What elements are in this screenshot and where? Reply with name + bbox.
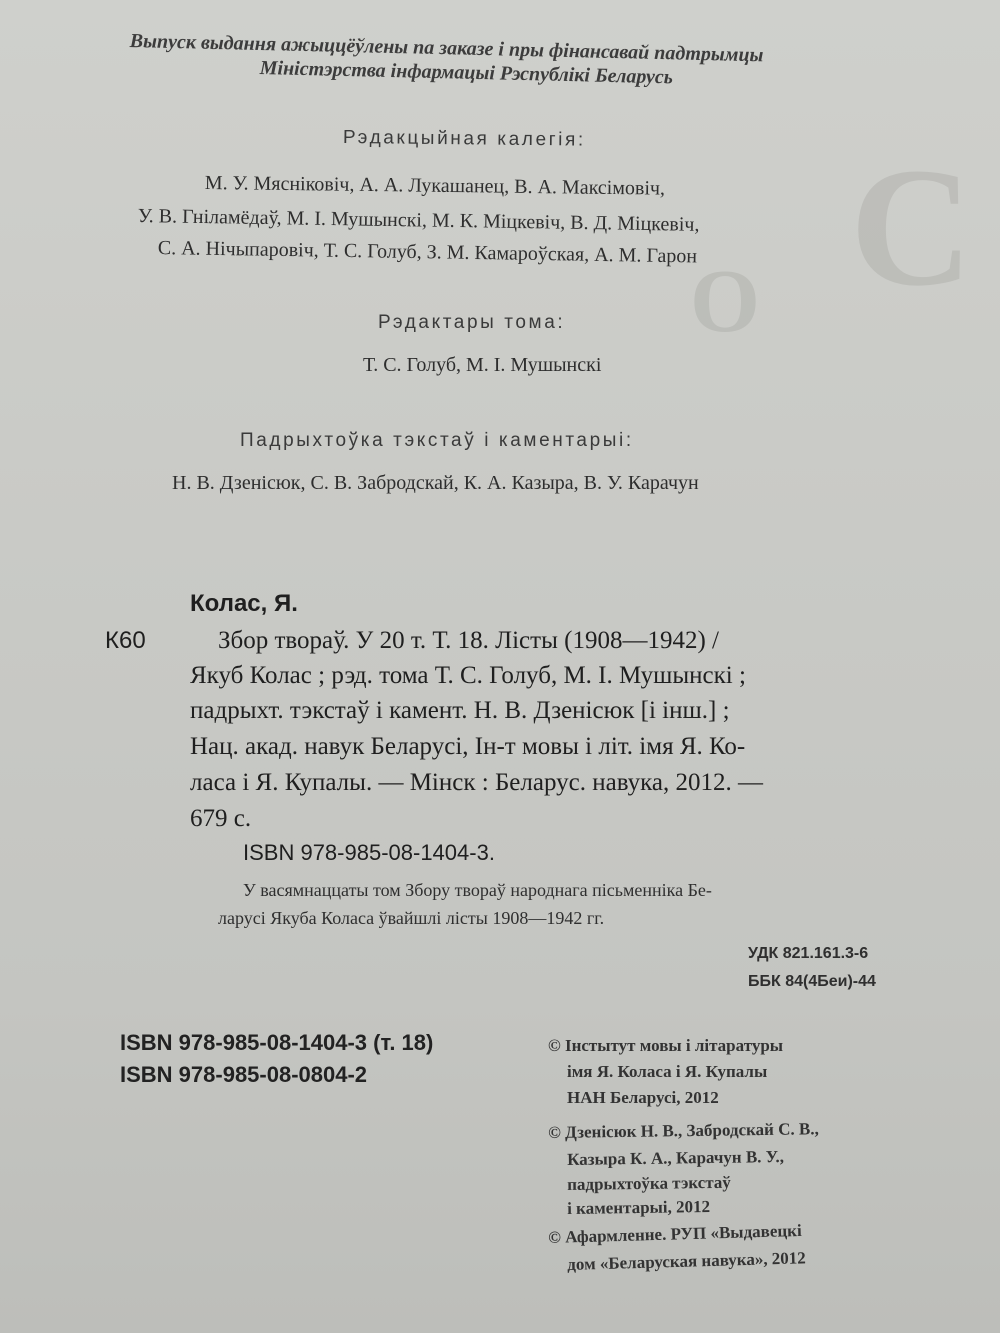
copyright-1: © Інстытут мовы і літаратуры <box>548 1036 784 1055</box>
preparation-heading: Падрыхтоўка тэкстаў і каментарыі: <box>240 430 634 451</box>
volume-editors-heading: Рэдактары тома: <box>378 312 566 333</box>
catalog-line-4: Нац. акад. навук Беларусі, Ін-т мовы і літ. імя Я. Ко- <box>190 733 746 760</box>
udk-code: УДК 821.161.3-6 <box>748 945 869 962</box>
bbk-code: ББК 84(4Беи)-44 <box>748 973 876 990</box>
catalog-line-2: Якуб Колас ; рэд. тома Т. С. Голуб, М. І. Мушынскі ; <box>190 662 746 689</box>
show-through-mark: С <box>850 133 973 321</box>
isbn-volume: ISBN 978-985-08-1404-3 (т. 18) <box>120 1030 434 1055</box>
copyright-5: Казыра К. А., Карачун В. У., <box>567 1146 785 1169</box>
copyright-8: © Афармленне. РУП «Выдавецкі <box>548 1220 802 1247</box>
catalog-abstract-2: ларусі Якуба Коласа ўвайшлі лісты 1908—1942 гг. <box>218 908 605 928</box>
copyright-9: дом «Беларуская навука», 2012 <box>567 1248 807 1274</box>
copyright-3: НАН Беларусі, 2012 <box>567 1088 719 1107</box>
catalog-abstract-1: У васямнаццаты том Збору твораў народнага пісьменніка Бе- <box>243 880 712 900</box>
board-heading: Рэдакцыйная калегія: <box>342 127 586 151</box>
preparation-names: Н. В. Дзенісюк, С. В. Забродскай, К. А. Казыра, В. У. Карачун <box>172 472 699 494</box>
catalog-code: К60 <box>105 627 146 654</box>
copyright-4: © Дзенісюк Н. В., Забродскай С. В., <box>548 1119 819 1142</box>
isbn-set: ISBN 978-985-08-0804-2 <box>120 1062 368 1087</box>
board-line-3: С. А. Нічыпаровіч, Т. С. Голуб, З. М. Камароўская, А. М. Гарон <box>157 237 698 268</box>
catalog-line-5: ласа і Я. Купалы. — Мінск : Беларус. навука, 2012. — <box>190 769 764 796</box>
board-line-2: У. В. Гніламёдаў, М. І. Мушынскі, М. К. Міцкевіч, В. Д. Міцкевіч, <box>137 205 700 236</box>
board-line-1: М. У. Мясніковіч, А. А. Лукашанец, В. А. Максімовіч, <box>204 172 666 200</box>
catalog-line-1: Збор твораў. У 20 т. Т. 18. Лісты (1908—1942) / <box>218 627 719 654</box>
support-line-1: Выпуск выдання ажыццёўлены па заказе і пры фінансавай падтрымцы <box>129 30 764 67</box>
copyright-7: і каментарыі, 2012 <box>567 1197 711 1218</box>
catalog-line-3: падрыхт. тэкстаў і камент. Н. В. Дзенісюк [і інш.] ; <box>190 697 730 724</box>
show-through-mark: О <box>690 252 761 351</box>
copyright-2: імя Я. Коласа і Я. Купалы <box>567 1062 768 1081</box>
catalog-line-6: 679 с. <box>190 805 252 832</box>
catalog-author: Колас, Я. <box>190 590 298 617</box>
support-line-2: Міністэрства інфармацыі Рэспублікі Беларусь <box>259 57 674 89</box>
copyright-6: падрыхтоўка тэкстаў <box>567 1172 731 1194</box>
catalog-isbn: ISBN 978-985-08-1404-3. <box>243 840 495 865</box>
volume-editors-names: Т. С. Голуб, М. І. Мушынскі <box>363 354 602 376</box>
